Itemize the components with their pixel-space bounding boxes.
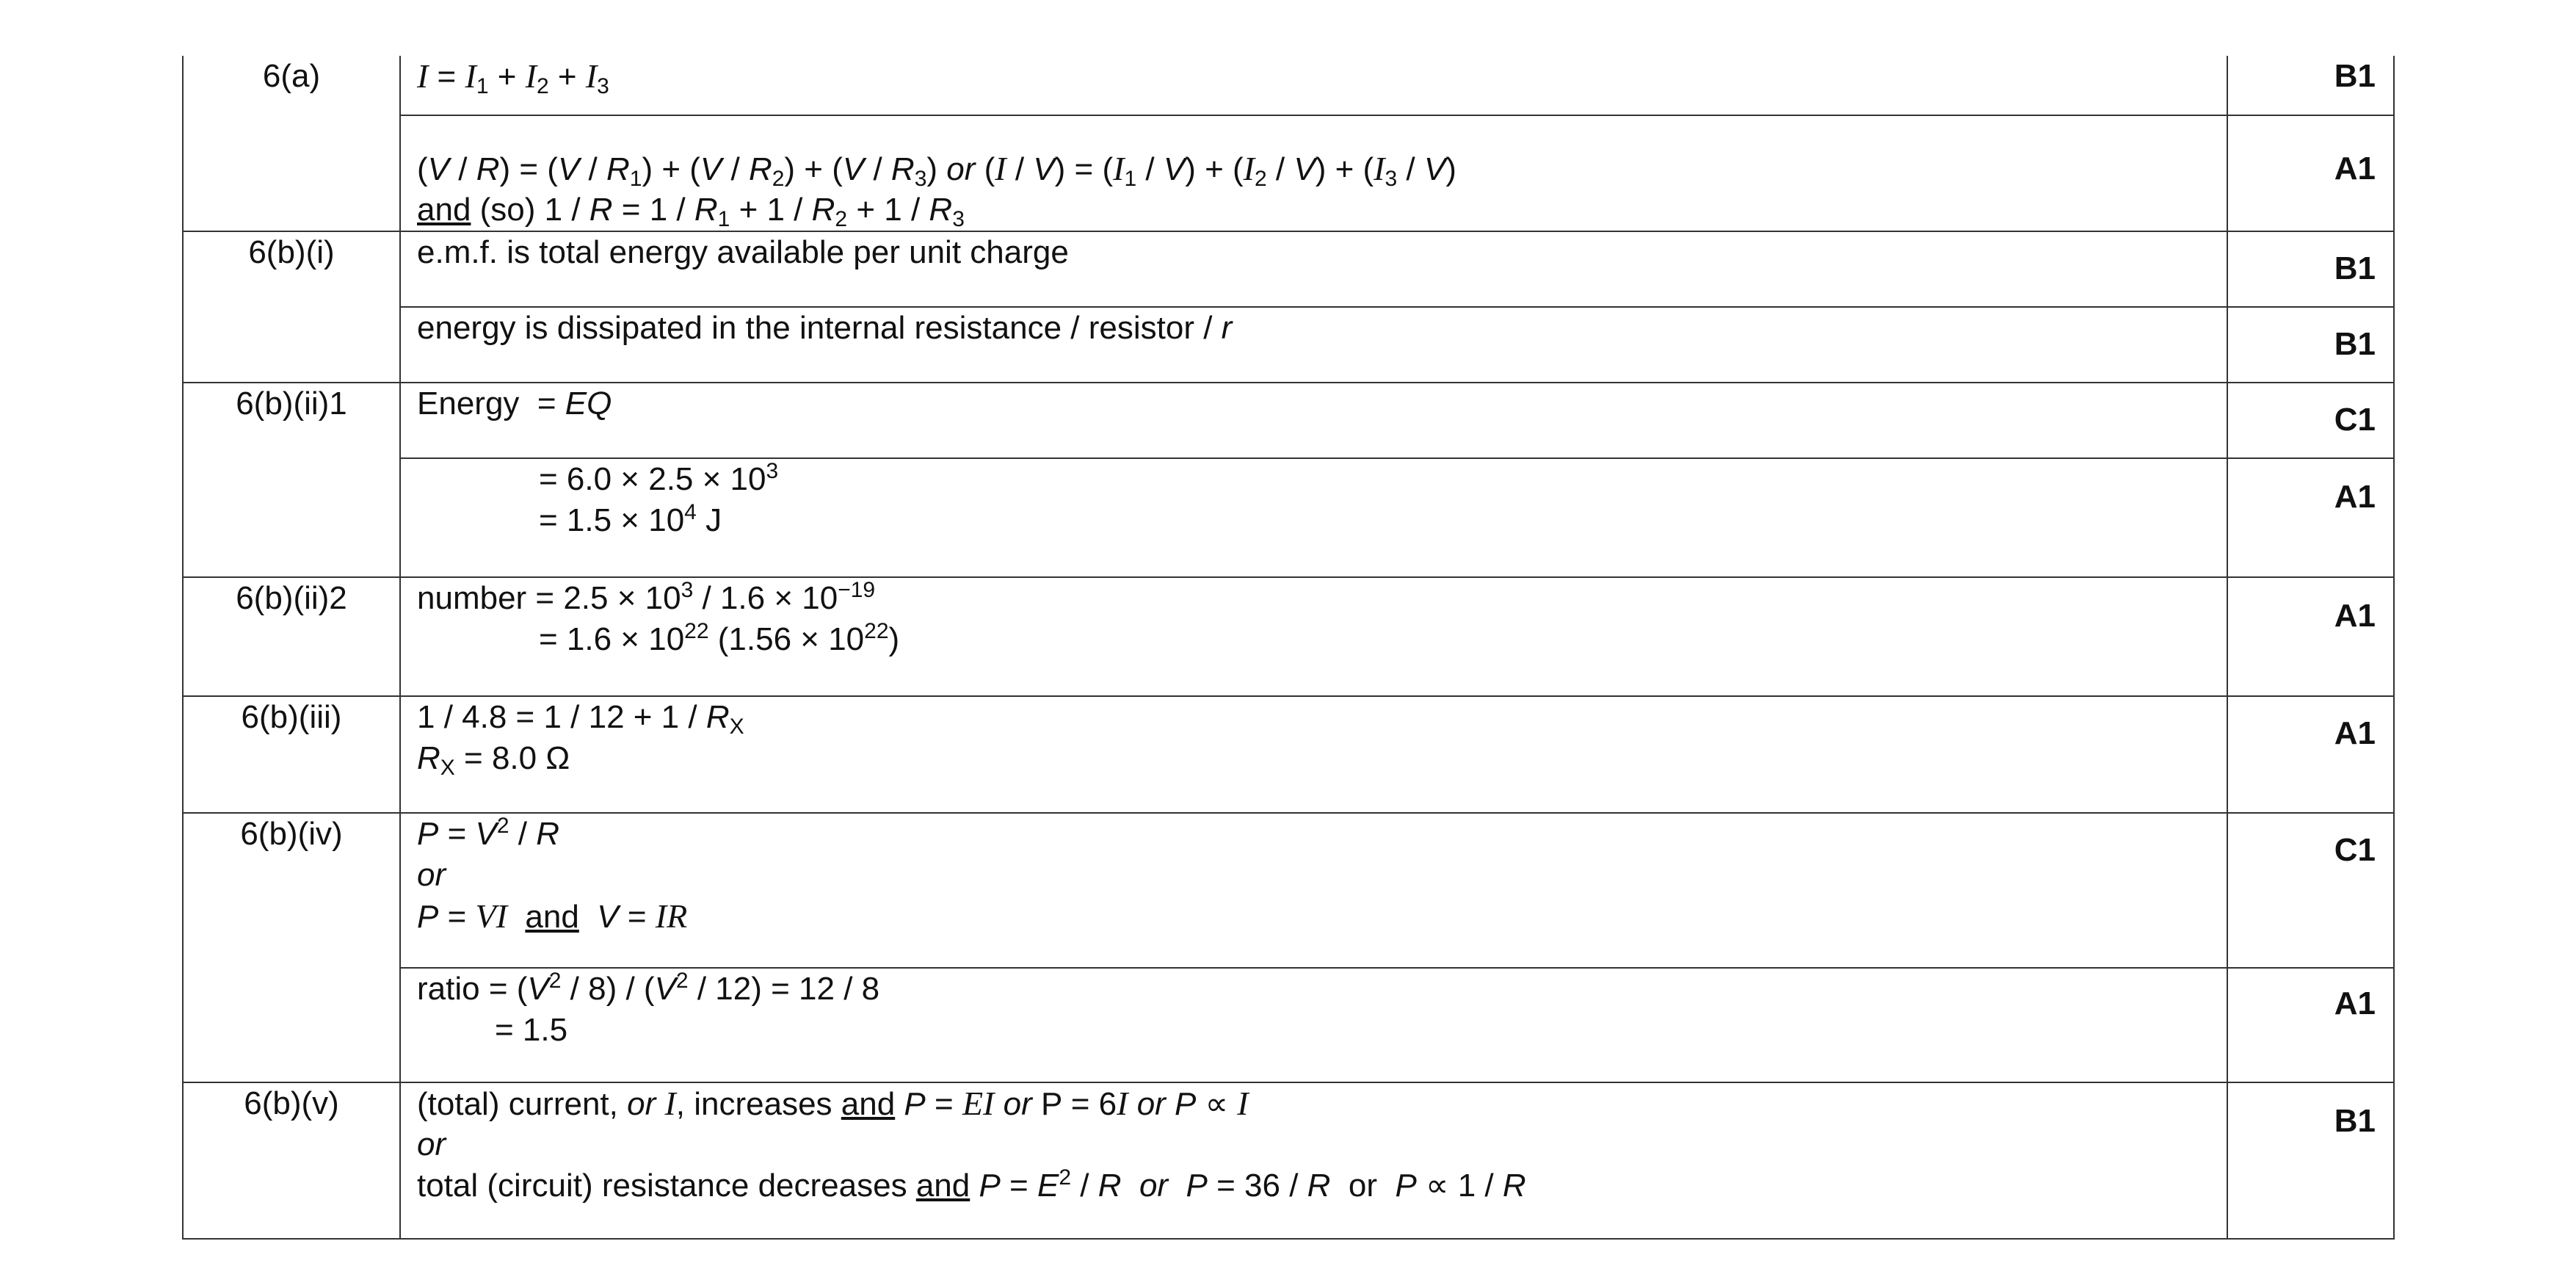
mark-cell: A1 <box>2227 696 2394 813</box>
mark-cell: B1 <box>2227 231 2394 307</box>
table-row <box>183 696 2394 813</box>
answer-cell: = $6.0 \times 2.5 \times 10^3$ = $1.5 \times 10^4$ J <box>400 458 2227 577</box>
question-number: 6(b)(v) <box>183 1082 400 1239</box>
table-row <box>183 115 2394 231</box>
answer-cell: $1 / 4.8 = 1 / 12 + 1 / R_X$ $R_X = 8.0$ Ω <box>400 696 2227 813</box>
table-row <box>183 968 2394 1082</box>
table-row <box>183 813 2394 968</box>
mark-cell: A1 <box>2227 458 2394 577</box>
question-number: 6(b)(ii)1 <box>183 383 400 577</box>
answer-cell: Energy = EQ <box>400 383 2227 458</box>
answer-cell: e.m.f. is total energy available per unit charge <box>400 231 2227 307</box>
answer-cell: ratio = $(V^2 / 8) / (V^2 / 12) = 12 / 8$ = 1.5 <box>400 968 2227 1082</box>
answer-cell: (total) current, or I, increases and P = EI or P = 6I or P ∝ I or total (circuit) resistance decreases and $P = E^2 / R$ or P = 36 / R or P ∝ 1 / R <box>400 1082 2227 1239</box>
mark-cell: A1 <box>2227 577 2394 696</box>
table-row <box>183 458 2394 577</box>
question-number: 6(b)(iv) <box>183 813 400 1082</box>
mark-cell: C1 <box>2227 383 2394 458</box>
table-row <box>183 56 2394 115</box>
table-row <box>183 307 2394 383</box>
mark-cell: A1 <box>2227 115 2394 231</box>
question-number: 6(a) <box>183 56 400 231</box>
question-number: 6(b)(ii)2 <box>183 577 400 696</box>
question-number: 6(b)(i) <box>183 231 400 383</box>
mark-cell: B1 <box>2227 56 2394 115</box>
table-row <box>183 383 2394 458</box>
answer-cell: $P = V^2 / R$ or P = VI and V = IR <box>400 813 2227 968</box>
table-row <box>183 231 2394 307</box>
mark-cell: C1 <box>2227 813 2394 968</box>
mark-cell: B1 <box>2227 1082 2394 1239</box>
table-row <box>183 577 2394 696</box>
answer-cell: energy is dissipated in the internal resistance / resistor / r <box>400 307 2227 383</box>
mark-cell: B1 <box>2227 307 2394 383</box>
answer-cell: $(V / R) = (V / R_1) + (V / R_2) + (V / R_3)$ or $(I / V) = (I_1 / V) + (I_2 / V) + (I_3 / V)$ and (so) $1 / R = 1 / R_1 + 1 / R_2 + 1 / R_3$ <box>400 115 2227 231</box>
mark-scheme-table <box>182 56 2395 1240</box>
question-number: 6(b)(iii) <box>183 696 400 813</box>
mark-cell: A1 <box>2227 968 2394 1082</box>
answer-cell: $I = I_1 + I_2 + I_3$ <box>400 56 2227 115</box>
table-row <box>183 1082 2394 1239</box>
answer-cell: number = $2.5 \times 10^3 / 1.6 \times 10^{-19}$ = $1.6 \times 10^{22}$ $(1.56 \times 10^{22})$ <box>400 577 2227 696</box>
